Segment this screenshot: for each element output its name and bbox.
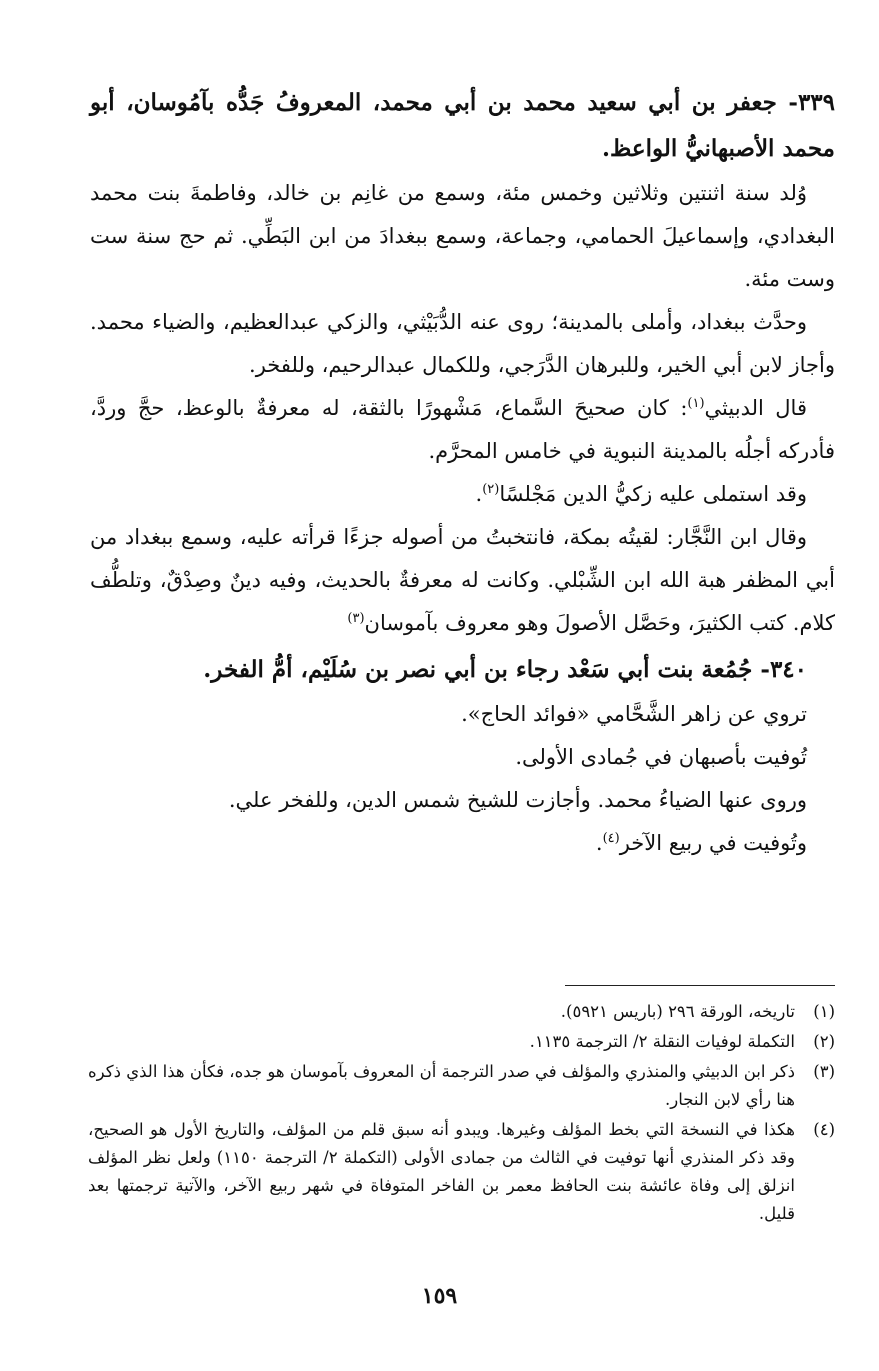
entry-340-title: ٣٤٠- جُمُعة بنت أبي سَعْد رجاء بن أبي نصر بن سُلَيْم، أمُّ الفخر. xyxy=(203,656,807,683)
footnote-item xyxy=(88,1028,835,1056)
footnote-item xyxy=(88,1058,835,1114)
footnote-ref-3[interactable]: (٣) xyxy=(347,611,365,626)
entry-339-title: ٣٣٩- جعفر بن أبي سعيد محمد بن أبي محمد، المعروفُ جَدُّه بآمُوسان، أبو محمد الأصبهانيُّ الواعظ. xyxy=(90,89,835,162)
footnote-text: التكملة لوفيات النقلة ٢/ الترجمة ١١٣٥. xyxy=(529,1032,795,1051)
footnote-number: (١) xyxy=(813,1002,835,1021)
footnote-ref-1[interactable]: (١) xyxy=(687,396,705,411)
entry-339-paragraph-4 xyxy=(90,473,835,516)
text-fragment: . xyxy=(595,831,603,855)
text-fragment: : كان صحيحَ السَّماع، مَشْهورًا بالثقة، له معرفةٌ بالوعظ، حجَّ وردَّ، فأدركه أجلُه بالمدينة النبوية في خامس المحرَّم. xyxy=(90,396,835,463)
entry-340-line-1: تروي عن زاهر الشَّحَّامي «فوائد الحاج». xyxy=(461,702,807,726)
text-fragment: وتُوفيت في ربيع الآخر xyxy=(619,831,807,855)
entry-339-paragraph-2: وحدَّث ببغداد، وأملى بالمدينة؛ روى عنه الدُّبَيْثي، والزكي عبدالعظيم، والضياء محمد. وأجاز لابن أبي الخير، وللبرهان الدَّرَجي، وللكمال عبدالرحيم، وللفخر. xyxy=(90,310,835,377)
text-fragment: وقال ابن النَّجَّار: لقيتُه بمكة، فانتخبتُ من أصوله جزءًا قرأته عليه، وسمع ببغداد من أبي المظفر هبة الله ابن الشِّبْلي. وكانت له معرفةٌ بالحديث، وفيه دينٌ وصِدْقٌ، وتلطُّف كلام. كتب الكثيرَ، وحَصَّل الأصولَ وهو معروف بآموسان xyxy=(90,525,835,635)
footnote-number: (٣) xyxy=(813,1062,835,1081)
footnote-number: (٢) xyxy=(813,1032,835,1051)
footnote-separator xyxy=(565,985,835,986)
footnote-text: هكذا في النسخة التي بخط المؤلف وغيرها. ويبدو أنه سبق قلم من المؤلف، والتاريخ الأول هو الصحيح، وقد ذكر المنذري أنها توفيت في الثالث من جمادى الأولى (التكملة ٢/ الترجمة ١١٥٠) ولعل نظر المؤلف انزلق إلى وفاة عائشة بنت الحافظ معمر بن الفاخر المتوفاة في شهر ربيع الآخر، والآتية ترجمتها بعد قليل. xyxy=(88,1120,795,1223)
footnote-ref-4[interactable]: (٤) xyxy=(602,831,620,846)
footnote-item xyxy=(88,998,835,1026)
footnote-text: ذكر ابن الدبيثي والمنذري والمؤلف في صدر الترجمة أن المعروف بآموسان هو جده، فكأن هذا الذي ذكره هنا رأي لابن النجار. xyxy=(88,1062,795,1109)
text-fragment: قال الدبيثي xyxy=(704,396,807,420)
entry-340-line-3: وروى عنها الضياءُ محمد. وأجازت للشيخ شمس الدين، وللفخر علي. xyxy=(228,788,807,812)
entry-340-line-2: تُوفيت بأصبهان في جُمادى الأولى. xyxy=(515,745,807,769)
entry-339-paragraph-1: وُلد سنة اثنتين وثلاثين وخمس مئة، وسمع من غانِم بن خالد، وفاطمةَ بنت محمد البغدادي، وإسماعيلَ الحمامي، وجماعة، وسمع ببغدادَ من ابن البَطِّي. ثم حج سنة ست وست مئة. xyxy=(90,181,835,291)
entry-339-paragraph-5 xyxy=(90,516,835,645)
footnote-text: تاريخه، الورقة ٢٩٦ (باريس ٥٩٢١). xyxy=(560,1002,795,1021)
entry-340-line-4 xyxy=(90,822,835,865)
text-fragment: . xyxy=(475,482,483,506)
entry-339-paragraph-3 xyxy=(90,387,835,473)
footnotes xyxy=(88,998,835,1230)
footnote-number: (٤) xyxy=(813,1120,835,1139)
page-number: ١٥٩ xyxy=(421,1283,458,1309)
footnote-ref-2[interactable]: (٢) xyxy=(482,482,500,497)
text-fragment: وقد استملى عليه زكيُّ الدين مَجْلسًا xyxy=(499,482,807,506)
footnote-item xyxy=(88,1116,835,1228)
main-text xyxy=(90,80,835,865)
